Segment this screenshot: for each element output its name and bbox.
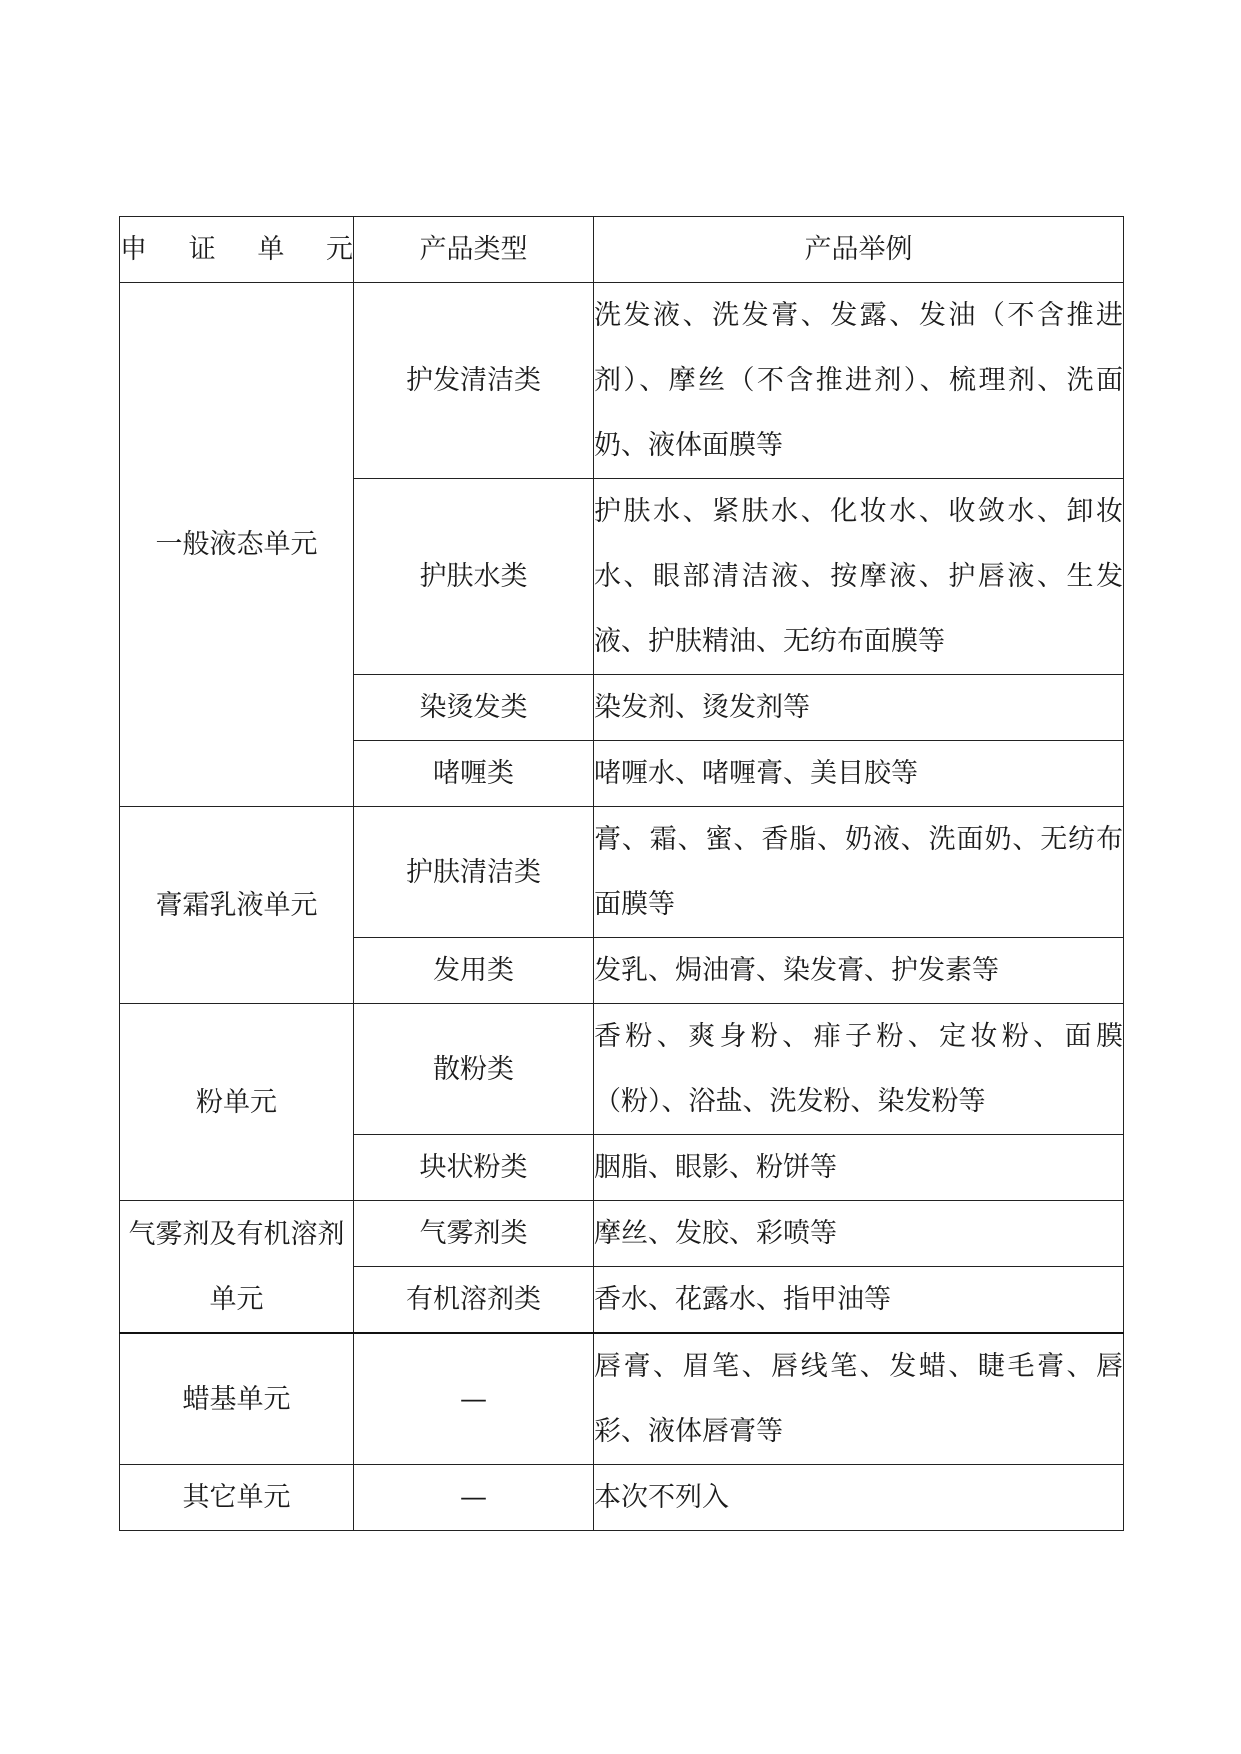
- unit-cell: 一般液态单元: [120, 283, 354, 807]
- unit-cell: 粉单元: [120, 1004, 354, 1201]
- type-cell: 护发清洁类: [354, 283, 594, 479]
- examples-cell: 唇膏、眉笔、唇线笔、发蜡、睫毛膏、唇彩、液体唇膏等: [594, 1333, 1124, 1465]
- table-row: [120, 1004, 1124, 1135]
- table-header-row: [120, 217, 1124, 283]
- header-type: 产品类型: [354, 217, 594, 283]
- header-examples: 产品举例: [594, 217, 1124, 283]
- unit-cell: 蜡基单元: [120, 1333, 354, 1465]
- unit-cell: 其它单元: [120, 1465, 354, 1531]
- type-cell: 护肤清洁类: [354, 807, 594, 938]
- table-row: [120, 1201, 1124, 1267]
- type-cell: 散粉类: [354, 1004, 594, 1135]
- examples-cell: 胭脂、眼影、粉饼等: [594, 1135, 1124, 1201]
- type-cell: 护肤水类: [354, 479, 594, 675]
- table-row: [120, 807, 1124, 938]
- examples-cell: 染发剂、烫发剂等: [594, 675, 1124, 741]
- examples-cell: 啫喱水、啫喱膏、美目胶等: [594, 741, 1124, 807]
- table-row: [120, 1465, 1124, 1531]
- examples-cell: 本次不列入: [594, 1465, 1124, 1531]
- examples-cell: 洗发液、洗发膏、发露、发油（不含推进剂）、摩丝（不含推进剂）、梳理剂、洗面奶、液体面膜等: [594, 283, 1124, 479]
- header-unit: 申证单元: [120, 217, 354, 283]
- examples-cell: 护肤水、紧肤水、化妆水、收敛水、卸妆水、眼部清洁液、按摩液、护唇液、生发液、护肤精油、无纺布面膜等: [594, 479, 1124, 675]
- type-cell: 气雾剂类: [354, 1201, 594, 1267]
- examples-cell: 香粉、爽身粉、痱子粉、定妆粉、面膜（粉）、浴盐、洗发粉、染发粉等: [594, 1004, 1124, 1135]
- table-row: [120, 1333, 1124, 1465]
- examples-cell: 发乳、焗油膏、染发膏、护发素等: [594, 938, 1124, 1004]
- type-cell: 啫喱类: [354, 741, 594, 807]
- type-cell: —: [354, 1333, 594, 1465]
- type-cell: 染烫发类: [354, 675, 594, 741]
- type-cell: 有机溶剂类: [354, 1267, 594, 1334]
- certification-units-table: [119, 216, 1124, 1531]
- unit-cell: 膏霜乳液单元: [120, 807, 354, 1004]
- type-cell: —: [354, 1465, 594, 1531]
- examples-cell: 摩丝、发胶、彩喷等: [594, 1201, 1124, 1267]
- examples-cell: 香水、花露水、指甲油等: [594, 1267, 1124, 1334]
- type-cell: 发用类: [354, 938, 594, 1004]
- unit-cell: 气雾剂及有机溶剂单元: [120, 1201, 354, 1334]
- table-row: [120, 283, 1124, 479]
- examples-cell: 膏、霜、蜜、香脂、奶液、洗面奶、无纺布面膜等: [594, 807, 1124, 938]
- type-cell: 块状粉类: [354, 1135, 594, 1201]
